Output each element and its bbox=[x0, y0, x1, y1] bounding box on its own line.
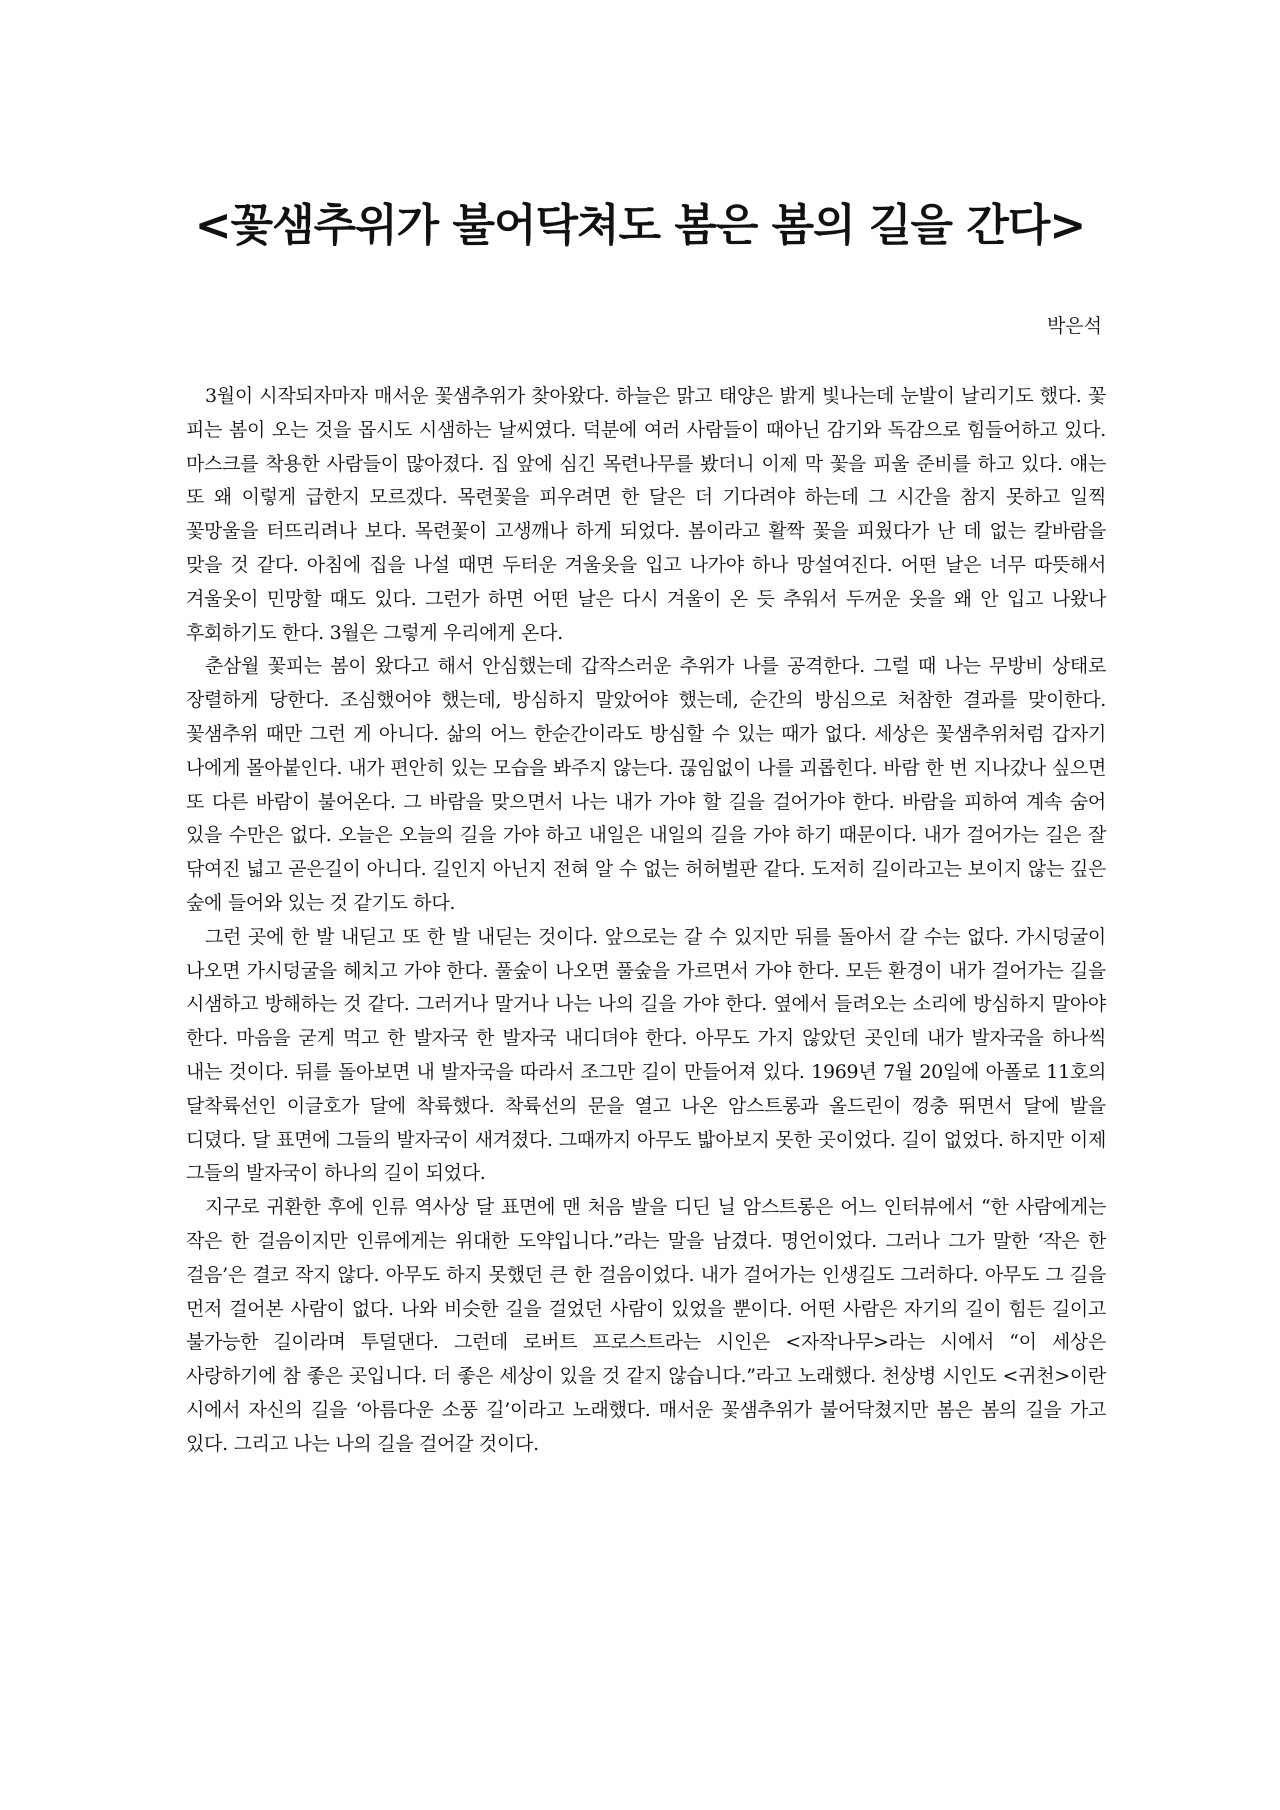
document-title: <꽃샘추위가 불어닥쳐도 봄은 봄의 길을 간다> bbox=[194, 200, 1086, 251]
paragraph-3: 그런 곳에 한 발 내딛고 또 한 발 내딛는 것이다. 앞으로는 갈 수 있지만 뒤를 돌아서 갈 수는 없다. 가시덩굴이 나오면 가시덩굴을 헤치고 가야 한다. 풀숲이 나오면 풀숲을 가르면서 가야 한다. 모든 환경이 내가 걸어가는 길을 시샘하고 방해하는 것 같다. 그러거나 말거나 나는 나의 길을 가야 한다. 옆에서 들려오는 소리에 방심하지 말아야 한다. 마음을 굳게 먹고 한 발자국 한 발자국 내디뎌야 한다. 아무도 가지 않았던 곳인데 내가 발자국을 하나씩 내는 것이다. 뒤를 돌아보면 내 발자국을 따라서 조그만 길이 만들어져 있다. 1969년 7월 20일에 아폴로 11호의 달착륙선인 이글호가 달에 착륙했다. 착륙선의 문을 열고 나온 암스트롱과 올드린이 껑충 뛰면서 달에 발을 디뎠다. 달 표면에 그들의 발자국이 새겨졌다. 그때까지 아무도 밟아보지 못한 곳이었다. 길이 없었다. 하지만 이제 그들의 발자국이 하나의 길이 되었다. bbox=[186, 925, 1106, 1185]
paragraph-2: 춘삼월 꽃피는 봄이 왔다고 해서 안심했는데 갑작스러운 추위가 나를 공격한다. 그럴 때 나는 무방비 상태로 장렬하게 당한다. 조심했어야 했는데, 방심하지 말았어야 했는데, 순간의 방심으로 처참한 결과를 맞이한다. 꽃샘추위 때만 그런 게 아니다. 삶의 어느 한순간이라도 방심할 수 있는 때가 없다. 세상은 꽃샘추위처럼 갑자기 나에게 몰아붙인다. 내가 편안히 있는 모습을 봐주지 않는다. 끊임없이 나를 괴롭힌다. 바람 한 번 지나갔나 싶으면 또 다른 바람이 불어온다. 그 바람을 맞으면서 나는 내가 가야 할 길을 걸어가야 한다. 바람을 피하여 계속 숨어 있을 수만은 없다. 오늘은 오늘의 길을 가야 하고 내일은 내일의 길을 가야 하기 때문이다. 내가 걸어가는 길은 잘 닦여진 넓고 곧은길이 아니다. 길인지 아닌지 전혀 알 수 없는 허허벌판 같다. 도저히 길이라고는 보이지 않는 깊은 숲에 들어와 있는 것 같기도 하다. bbox=[186, 655, 1106, 914]
paragraph-1: 3월이 시작되자마자 매서운 꽃샘추위가 찾아왔다. 하늘은 맑고 태양은 밝게 빛나는데 눈발이 날리기도 했다. 꽃 피는 봄이 오는 것을 몹시도 시샘하는 날씨였다. 덕분에 여러 사람들이 때아닌 감기와 독감으로 힘들어하고 있다. 마스크를 착용한 사람들이 많아졌다. 집 앞에 심긴 목련나무를 봤더니 이제 막 꽃을 피울 준비를 하고 있다. 얘는 또 왜 이렇게 급한지 모르겠다. 목련꽃을 피우려면 한 달은 더 기다려야 하는데 그 시간을 참지 못하고 일찍 꽃망울을 터뜨리려나 보다. 목련꽃이 고생깨나 하게 되었다. 봄이라고 활짝 꽃을 피웠다가 난 데 없는 칼바람을 맞을 것 같다. 아침에 집을 나설 때면 두터운 겨울옷을 입고 나가야 하나 망설여진다. 어떤 날은 너무 따뜻해서 겨울옷이 민망할 때도 있다. 그런가 하면 어떤 날은 다시 겨울이 온 듯 추워서 두꺼운 옷을 왜 안 입고 나왔나 후회하기도 한다. 3월은 그렇게 우리에게 온다. bbox=[186, 385, 1106, 644]
paragraph-4: 지구로 귀환한 후에 인류 역사상 달 표면에 맨 처음 발을 디딘 닐 암스트롱은 어느 인터뷰에서 “한 사람에게는 작은 한 걸음이지만 인류에게는 위대한 도약입니다.”라는 말을 남겼다. 명언이었다. 그러나 그가 말한 ‘작은 한 걸음’은 결코 작지 않다. 아무도 하지 못했던 큰 한 걸음이었다. 내가 걸어가는 인생길도 그러하다. 아무도 그 길을 먼저 걸어본 사람이 없다. 나와 비슷한 길을 걸었던 사람이 있었을 뿐이다. 어떤 사람은 자기의 길이 힘든 길이고 불가능한 길이라며 투덜댄다. 그런데 로버트 프로스트라는 시인은 <자작나무>라는 시에서 “이 세상은 사랑하기에 참 좋은 곳입니다. 더 좋은 세상이 있을 것 같지 않습니다.”라고 노래했다. 천상병 시인도 <귀천>이란 시에서 자신의 길을 ‘아름다운 소풍 길’이라고 노래했다. 매서운 꽃샘추위가 불어닥쳤지만 봄은 봄의 길을 가고 있다. 그리고 나는 나의 길을 걸어갈 것이다. bbox=[186, 1196, 1106, 1455]
document-author: 박은석 bbox=[1046, 315, 1102, 337]
document-body bbox=[186, 380, 1106, 1462]
